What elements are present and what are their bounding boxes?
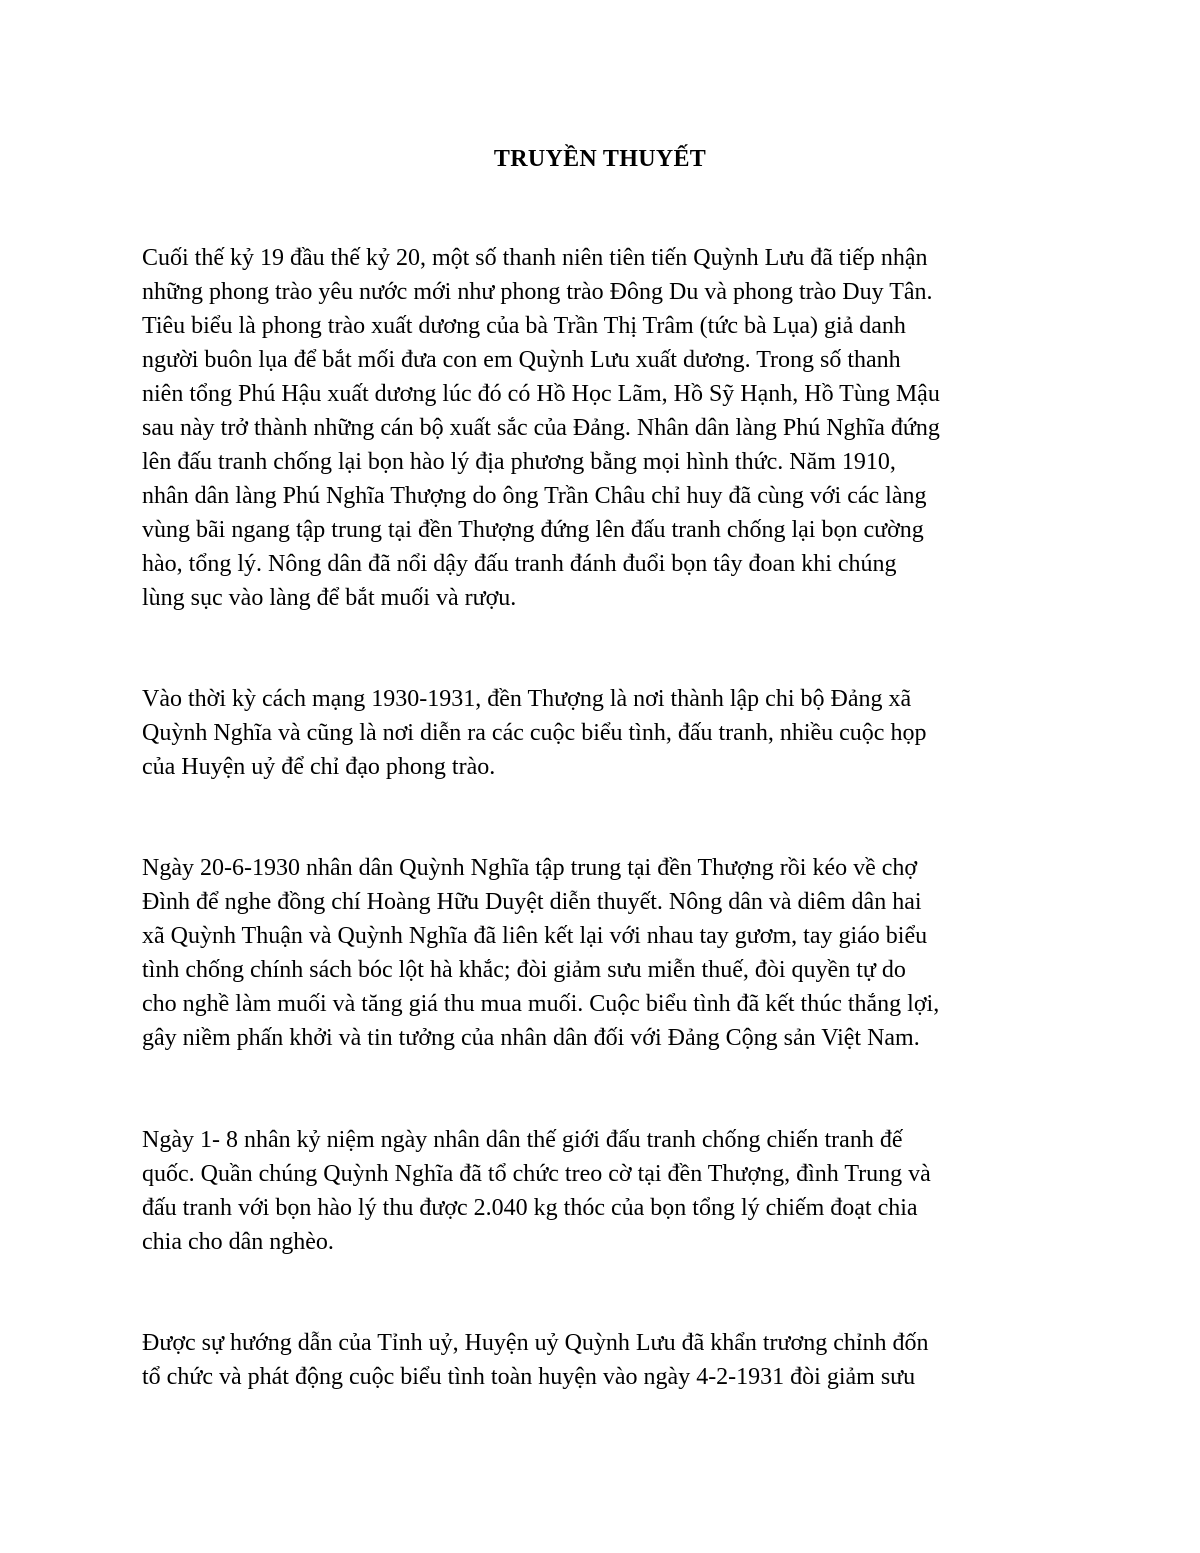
text-line: niên tổng Phú Hậu xuất dương lúc đó có Hồ Học Lãm, Hồ Sỹ Hạnh, Hồ Tùng Mậu: [142, 381, 940, 407]
text-line: vùng bãi ngang tập trung tại đền Thượng đứng lên đấu tranh chống lại bọn cường: [142, 517, 924, 543]
text-line: những phong trào yêu nước mới như phong trào Đông Du và phong trào Duy Tân.: [142, 279, 933, 305]
paragraph-1: [142, 241, 1072, 615]
paragraph-3: [142, 851, 1072, 1055]
text-line: quốc. Quần chúng Quỳnh Nghĩa đã tổ chức treo cờ tại đền Thượng, đình Trung và: [142, 1161, 931, 1187]
paragraph-2: [142, 682, 1072, 784]
text-line: Cuối thế kỷ 19 đầu thế kỷ 20, một số thanh niên tiên tiến Quỳnh Lưu đã tiếp nhận: [142, 245, 928, 271]
text-line: lùng sục vào làng để bắt muối và rượu.: [142, 585, 517, 611]
text-line: xã Quỳnh Thuận và Quỳnh Nghĩa đã liên kết lại với nhau tay gươm, tay giáo biểu: [142, 923, 928, 949]
text-line: gây niềm phấn khởi và tin tưởng của nhân dân đối với Đảng Cộng sản Việt Nam.: [142, 1025, 920, 1051]
text-line: người buôn lụa để bắt mối đưa con em Quỳnh Lưu xuất dương. Trong số thanh: [142, 347, 901, 373]
text-line: đấu tranh với bọn hào lý thu được 2.040 kg thóc của bọn tổng lý chiếm đoạt chia: [142, 1195, 918, 1221]
text-line: tình chống chính sách bóc lột hà khắc; đòi giảm sưu miễn thuế, đòi quyền tự do: [142, 957, 906, 983]
text-line: hào, tổng lý. Nông dân đã nổi dậy đấu tranh đánh đuổi bọn tây đoan khi chúng: [142, 551, 897, 577]
document-title: TRUYỀN THUYẾT: [493, 146, 707, 172]
paragraph-5: [142, 1326, 1072, 1394]
text-line: nhân dân làng Phú Nghĩa Thượng do ông Trần Châu chỉ huy đã cùng với các làng: [142, 483, 927, 509]
text-line: lên đấu tranh chống lại bọn hào lý địa phương bằng mọi hình thức. Năm 1910,: [142, 449, 896, 475]
text-line: sau này trở thành những cán bộ xuất sắc của Đảng. Nhân dân làng Phú Nghĩa đứng: [142, 415, 940, 441]
text-line: Quỳnh Nghĩa và cũng là nơi diễn ra các cuộc biểu tình, đấu tranh, nhiều cuộc họp: [142, 720, 927, 746]
text-line: chia cho dân nghèo.: [142, 1229, 334, 1255]
text-line: Tiêu biểu là phong trào xuất dương của bà Trần Thị Trâm (tức bà Lụa) giả danh: [142, 313, 906, 339]
document-body: [142, 241, 1072, 1394]
text-line: Ngày 1- 8 nhân kỷ niệm ngày nhân dân thế giới đấu tranh chống chiến tranh đế: [142, 1127, 903, 1153]
text-line: của Huyện uỷ để chỉ đạo phong trào.: [142, 754, 496, 780]
text-line: tổ chức và phát động cuộc biểu tình toàn huyện vào ngày 4-2-1931 đòi giảm sưu: [142, 1364, 916, 1390]
text-line: Ngày 20-6-1930 nhân dân Quỳnh Nghĩa tập trung tại đền Thượng rồi kéo về chợ: [142, 855, 918, 881]
text-line: Được sự hướng dẫn của Tỉnh uỷ, Huyện uỷ Quỳnh Lưu đã khẩn trương chỉnh đốn: [142, 1330, 929, 1356]
text-line: Đình để nghe đồng chí Hoàng Hữu Duyệt diễn thuyết. Nông dân và diêm dân hai: [142, 889, 922, 915]
text-line: cho nghề làm muối và tăng giá thu mua muối. Cuộc biểu tình đã kết thúc thắng lợi,: [142, 991, 940, 1017]
text-line: Vào thời kỳ cách mạng 1930-1931, đền Thượng là nơi thành lập chi bộ Đảng xã: [142, 686, 912, 712]
paragraph-4: [142, 1123, 1072, 1259]
